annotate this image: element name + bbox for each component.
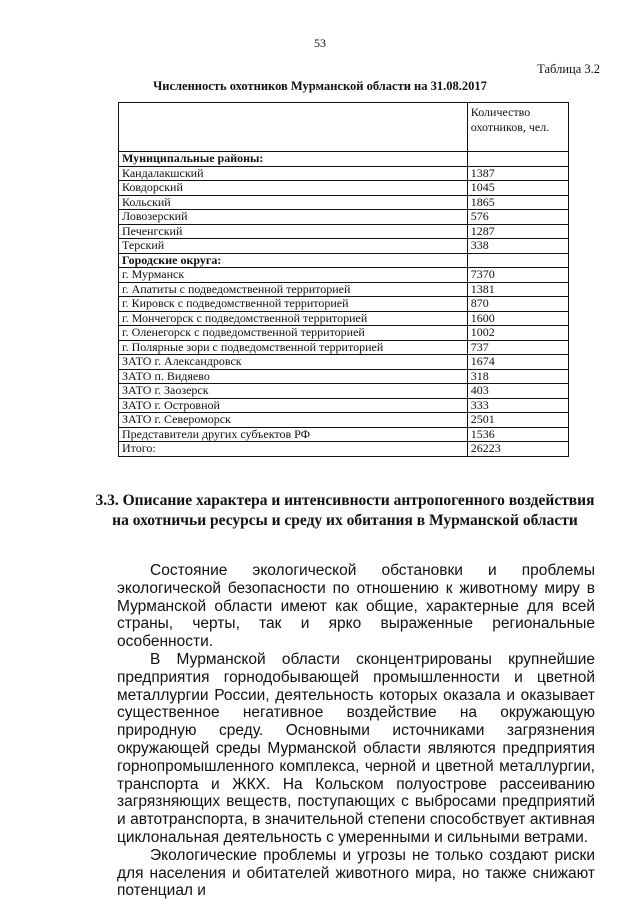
territory-name-cell: г. Мурманск bbox=[119, 268, 468, 283]
hunter-count-cell: 737 bbox=[467, 340, 568, 355]
paragraph: В Мурманской области сконцентрированы крупнейшие предприятия горнодобывающей промышленности и цветной металлургии России, деятельность которых оказала и оказывает существенное негативное воздействие на окружающую природную среду. Основными источниками загрязнения окружающей среды Мурманской области являются предприятия горнопромышленного комплекса, черной и цветной металлургии, транспорта и ЖКХ. На Кольском полуострове рассеиванию загрязняющих веществ, поступающих с выбросами предприятий и автотранспорта, в значительной степени способствует активная циклональная деятельность с умеренными и сильными ветрами. bbox=[117, 650, 595, 846]
table-header-row bbox=[119, 103, 569, 152]
hunter-count-cell: 870 bbox=[467, 297, 568, 312]
territory-name-cell: г. Мончегорск с подведомственной территорией bbox=[119, 311, 468, 326]
hunter-count-cell: 1381 bbox=[467, 282, 568, 297]
territory-name-cell: Печенгский bbox=[119, 224, 468, 239]
group-empty-cell bbox=[467, 253, 568, 268]
hunter-count-cell: 403 bbox=[467, 384, 568, 399]
hunter-count-cell: 26223 bbox=[467, 442, 568, 457]
table-row bbox=[119, 282, 569, 297]
table-row bbox=[119, 195, 569, 210]
hunter-count-cell: 1600 bbox=[467, 311, 568, 326]
territory-name-cell: Ловозерский bbox=[119, 210, 468, 225]
table-row bbox=[119, 311, 569, 326]
table-row bbox=[119, 297, 569, 312]
table-row bbox=[119, 384, 569, 399]
table-row bbox=[119, 181, 569, 196]
header-count-cell: Количество охотников, чел. bbox=[467, 103, 568, 152]
territory-name-cell: Кандалакшский bbox=[119, 166, 468, 181]
hunter-count-cell: 2501 bbox=[467, 413, 568, 428]
hunter-count-cell: 1045 bbox=[467, 181, 568, 196]
territory-name-cell: г. Оленегорск с подведомственной территорией bbox=[119, 326, 468, 341]
paragraph: Состояние экологической обстановки и проблемы экологической безопасности по отношению к животному миру в Мурманской области имеют как общие, характерные для всей страны, черты, так и ярко выраженные региональные особенности. bbox=[117, 562, 595, 651]
hunter-count-cell: 1287 bbox=[467, 224, 568, 239]
table-label: Таблица 3.2 bbox=[537, 62, 600, 76]
group-label-cell: Городские округа: bbox=[119, 253, 468, 268]
table-body bbox=[119, 152, 569, 457]
hunter-count-cell: 1387 bbox=[467, 166, 568, 181]
hunter-count-cell: 7370 bbox=[467, 268, 568, 283]
section-heading: 3.3. Описание характера и интенсивности антропогенного воздействия на охотничьи ресурсы и среду их обитания в Мурманской области bbox=[95, 492, 595, 529]
territory-name-cell: Терский bbox=[119, 239, 468, 254]
page-number: 53 bbox=[314, 36, 326, 50]
table-row bbox=[119, 239, 569, 254]
table-row bbox=[119, 224, 569, 239]
table-row bbox=[119, 326, 569, 341]
territory-name-cell: ЗАТО г. Островной bbox=[119, 398, 468, 413]
territory-name-cell: ЗАТО г. Заозерск bbox=[119, 384, 468, 399]
hunter-count-cell: 1002 bbox=[467, 326, 568, 341]
table-row bbox=[119, 210, 569, 225]
territory-name-cell: ЗАТО п. Видяево bbox=[119, 369, 468, 384]
table-row bbox=[119, 413, 569, 428]
hunter-count-cell: 1865 bbox=[467, 195, 568, 210]
hunters-table bbox=[118, 102, 569, 457]
hunter-count-cell: 318 bbox=[467, 369, 568, 384]
territory-name-cell: ЗАТО г. Североморск bbox=[119, 413, 468, 428]
paragraph: Экологические проблемы и угрозы не только создают риски для населения и обитателей животного мира, но также снижают потенциал и bbox=[117, 846, 595, 900]
table-row bbox=[119, 166, 569, 181]
hunter-count-cell: 1674 bbox=[467, 355, 568, 370]
body-text bbox=[117, 562, 595, 900]
table-row bbox=[119, 442, 569, 457]
table-row bbox=[119, 427, 569, 442]
territory-name-cell: Представители других субъектов РФ bbox=[119, 427, 468, 442]
table-group-row bbox=[119, 253, 569, 268]
territory-name-cell: г. Полярные зори с подведомственной территорией bbox=[119, 340, 468, 355]
territory-name-cell: ЗАТО г. Александровск bbox=[119, 355, 468, 370]
table-row bbox=[119, 355, 569, 370]
territory-name-cell: г. Апатиты с подведомственной территорией bbox=[119, 282, 468, 297]
hunter-count-cell: 338 bbox=[467, 239, 568, 254]
table-row bbox=[119, 268, 569, 283]
territory-name-cell: г. Кировск с подведомственной территорией bbox=[119, 297, 468, 312]
territory-name-cell: Ковдорский bbox=[119, 181, 468, 196]
header-name-cell bbox=[119, 103, 468, 152]
hunter-count-cell: 576 bbox=[467, 210, 568, 225]
territory-name-cell: Итого: bbox=[119, 442, 468, 457]
table-group-row bbox=[119, 152, 569, 167]
table-row bbox=[119, 369, 569, 384]
hunter-count-cell: 1536 bbox=[467, 427, 568, 442]
group-label-cell: Муниципальные районы: bbox=[119, 152, 468, 167]
table-row bbox=[119, 340, 569, 355]
territory-name-cell: Кольский bbox=[119, 195, 468, 210]
hunter-count-cell: 333 bbox=[467, 398, 568, 413]
group-empty-cell bbox=[467, 152, 568, 167]
table-row bbox=[119, 398, 569, 413]
table-title: Численность охотников Мурманской области на 31.08.2017 bbox=[153, 79, 487, 93]
